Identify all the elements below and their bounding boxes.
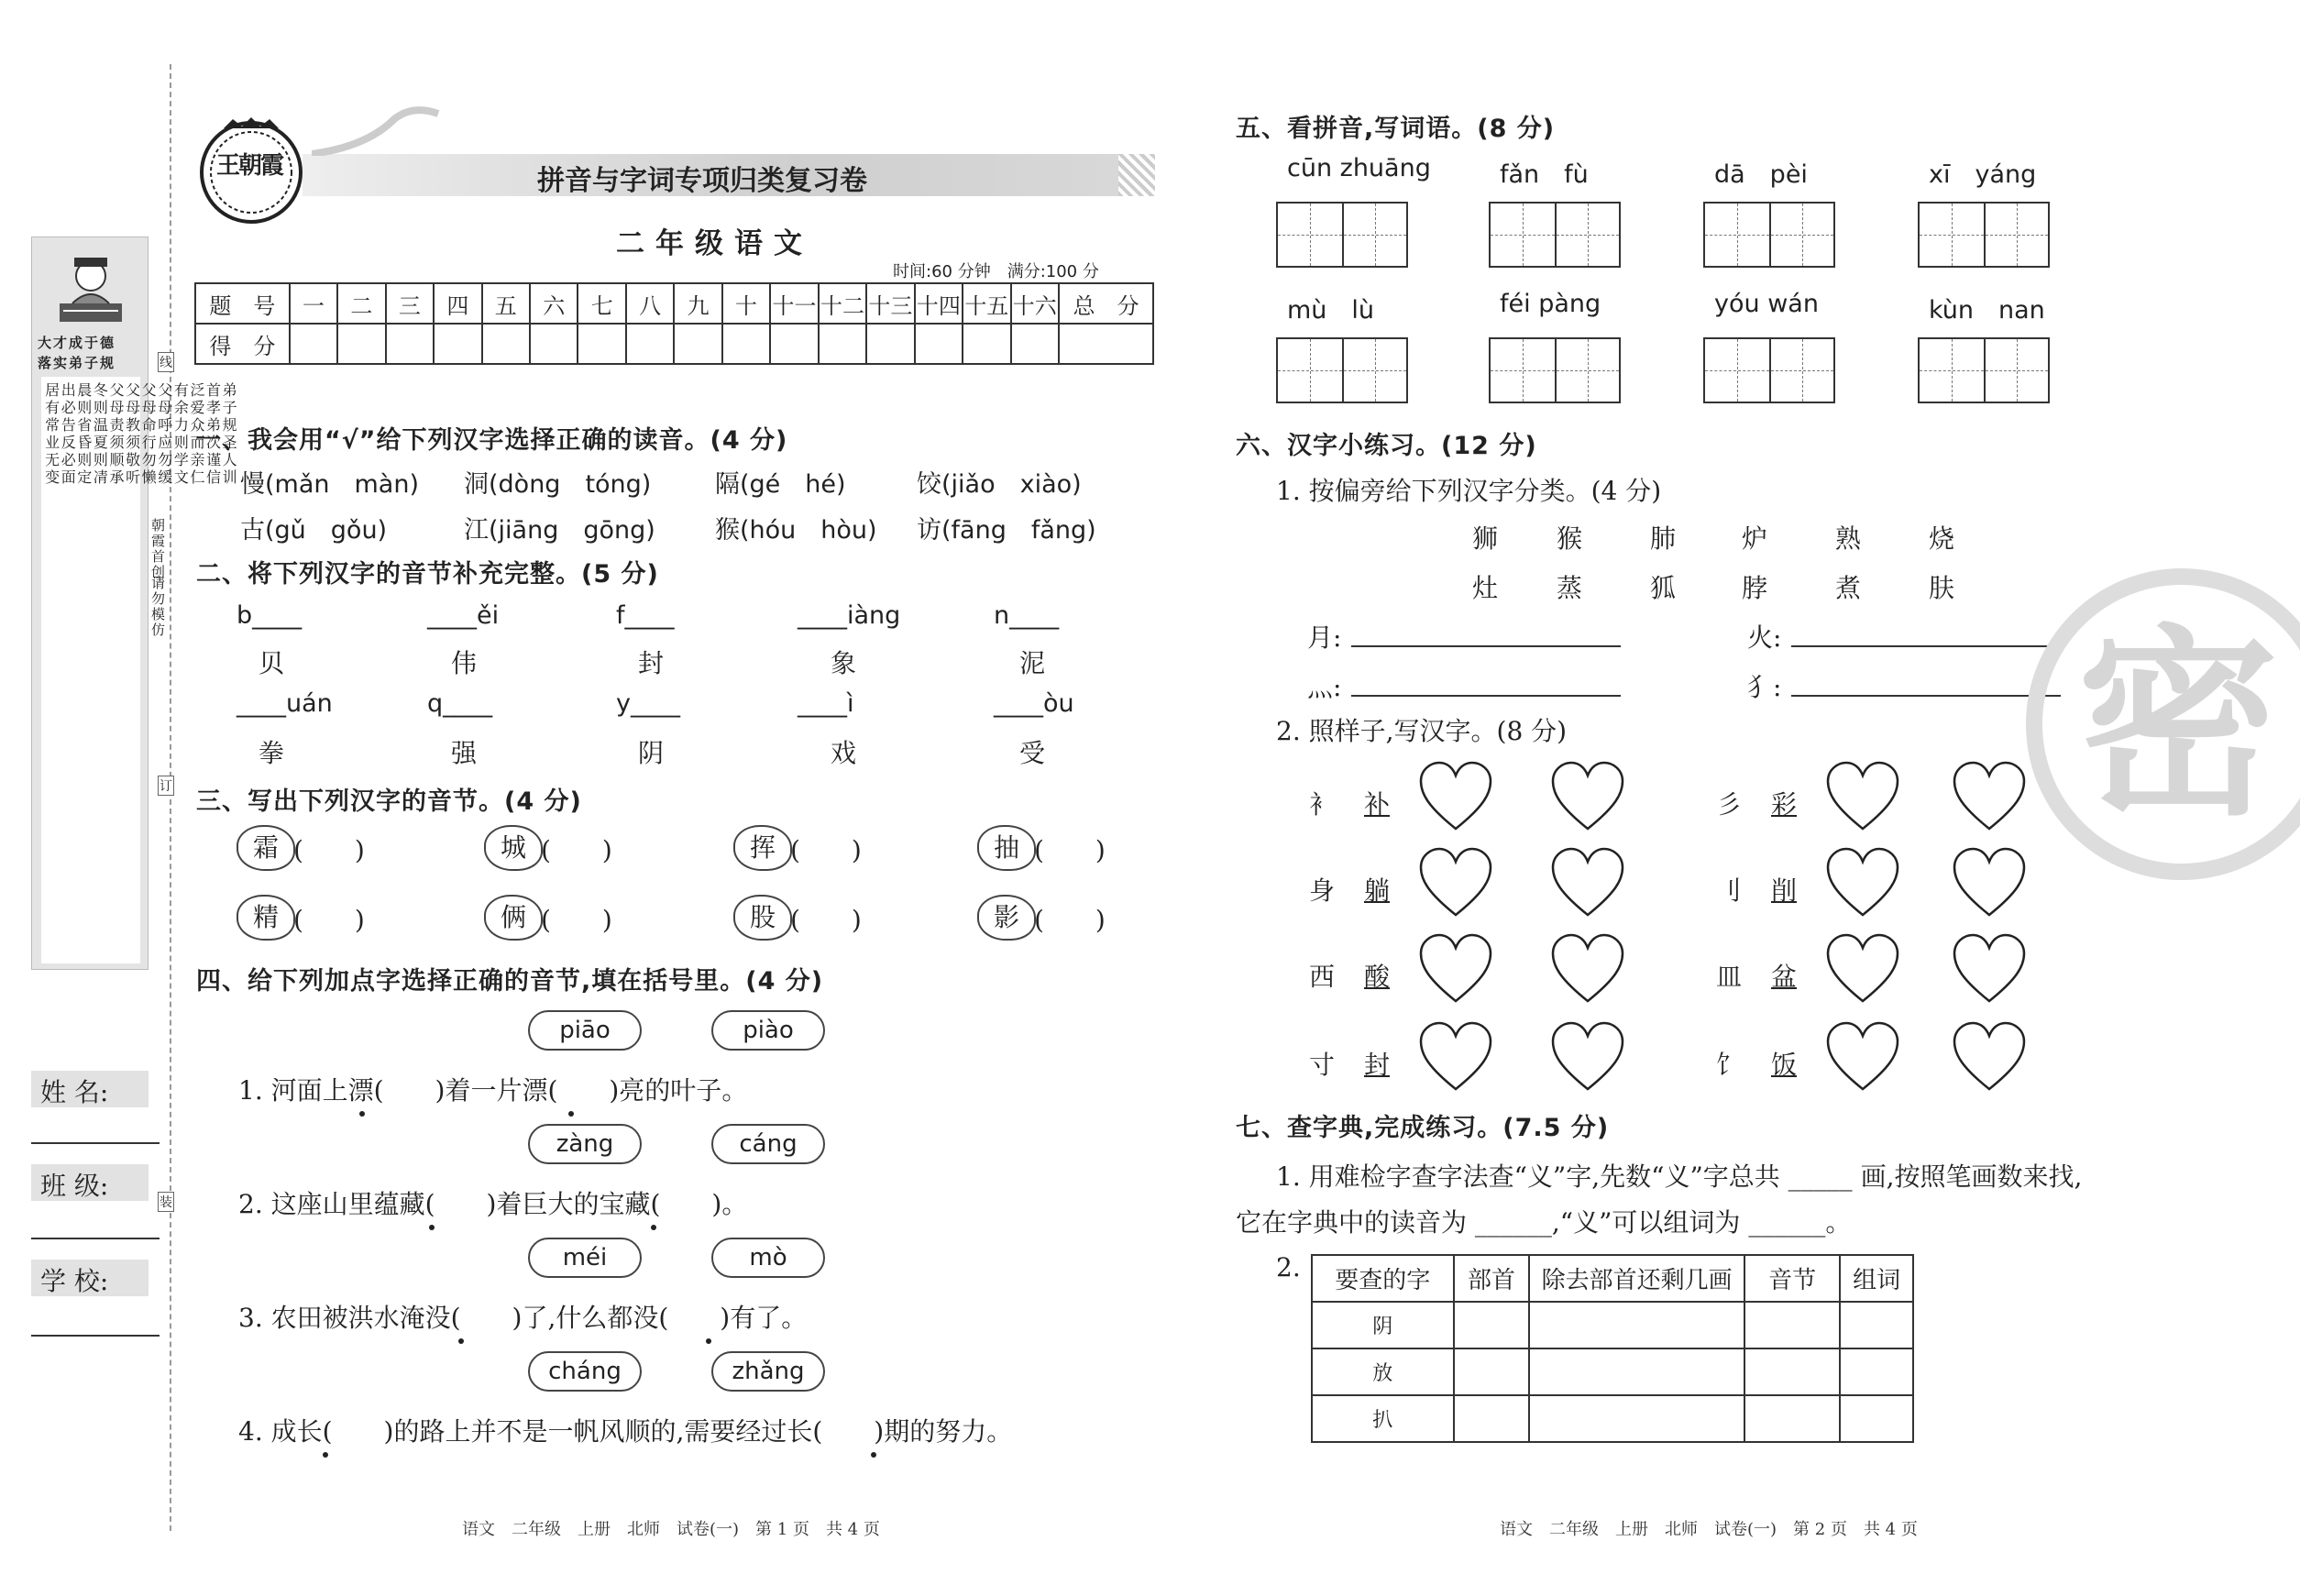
s6-char: 熟 bbox=[1835, 523, 1862, 554]
s6-radical: 衤 bbox=[1309, 789, 1336, 820]
s6-radical-answer-line[interactable] bbox=[1791, 645, 2061, 647]
score-header-cell: 十四 bbox=[915, 283, 963, 324]
heart-answer-box[interactable] bbox=[1419, 933, 1492, 1007]
class-field[interactable] bbox=[31, 1238, 160, 1239]
s4-sentence: 3. 农田被洪水淹没( )了,什么都没( )有了。 bbox=[238, 1303, 808, 1333]
s2-char: 贝 bbox=[259, 648, 285, 678]
section-1-heading: 一、我会用“√”给下列汉字选择正确的读音。(4 分) bbox=[196, 426, 788, 455]
s5-pinyin: xī yáng bbox=[1929, 160, 2037, 189]
s3-answer-paren[interactable]: ( ) bbox=[541, 835, 612, 865]
s6-radical-label: 犭: bbox=[1747, 672, 1782, 702]
s3-answer-paren[interactable]: ( ) bbox=[790, 905, 862, 935]
score-cell[interactable] bbox=[386, 324, 434, 364]
dictionary-answer-cell[interactable] bbox=[1744, 1348, 1841, 1395]
dictionary-answer-cell[interactable] bbox=[1840, 1395, 1913, 1442]
heart-answer-box[interactable] bbox=[1551, 847, 1624, 920]
s6-sub1: 1. 按偏旁给下列汉字分类。(4 分) bbox=[1276, 476, 1662, 506]
s3-answer-paren[interactable]: ( ) bbox=[293, 905, 365, 935]
s2-syllable-blank[interactable]: ____uán bbox=[237, 689, 333, 718]
score-cell[interactable] bbox=[530, 324, 578, 364]
s2-syllable-blank[interactable]: ____iàng bbox=[798, 601, 901, 630]
section-4-heading: 四、给下列加点字选择正确的音节,填在括号里。(4 分) bbox=[196, 967, 824, 996]
score-cell[interactable] bbox=[963, 324, 1010, 364]
heart-answer-box[interactable] bbox=[1419, 847, 1492, 920]
heart-answer-box[interactable] bbox=[1826, 761, 1899, 834]
s6-radical: 西 bbox=[1309, 962, 1336, 992]
sidebar-verse: 晨则省昏则定 bbox=[74, 382, 93, 487]
score-cell[interactable] bbox=[337, 324, 385, 364]
score-cell[interactable] bbox=[578, 324, 625, 364]
s6-radical: 寸 bbox=[1309, 1050, 1336, 1080]
s6-example-char: 饭 bbox=[1771, 1050, 1798, 1080]
heart-answer-box[interactable] bbox=[1826, 933, 1899, 1007]
s2-char: 封 bbox=[638, 648, 665, 678]
dictionary-row-char: 扒 bbox=[1312, 1395, 1454, 1442]
emphasis-dot bbox=[458, 1338, 464, 1344]
section-5-heading: 五、看拼音,写词语。(8 分) bbox=[1236, 115, 1556, 143]
s6-char: 肤 bbox=[1929, 573, 1955, 603]
s2-syllable-blank[interactable]: ____ěi bbox=[427, 601, 500, 630]
sidebar-verse: 父母命行勿懒 bbox=[139, 382, 158, 487]
heart-answer-box[interactable] bbox=[1826, 847, 1899, 920]
brand-logo-text: 王朝霞 bbox=[216, 152, 283, 180]
score-header-cell: 题 号 bbox=[195, 283, 290, 324]
s5-pinyin: fǎn fù bbox=[1500, 160, 1589, 189]
score-cell[interactable] bbox=[626, 324, 674, 364]
s5-pinyin: kùn nan bbox=[1929, 296, 2045, 325]
s3-char-cloud: 城 bbox=[484, 825, 543, 871]
s4-sentence: 4. 成长( )的路上并不是一帆风顺的,需要经过长( )期的努力。 bbox=[238, 1416, 1013, 1447]
score-header-cell: 一 bbox=[290, 283, 337, 324]
s1-item-5[interactable]: 古(gǔ gǒu) bbox=[240, 516, 388, 545]
score-header-cell: 四 bbox=[434, 283, 481, 324]
s2-char: 阴 bbox=[638, 738, 665, 768]
sidebar-slogan-1: 大才成于德 bbox=[38, 335, 116, 351]
score-header-cell: 八 bbox=[626, 283, 674, 324]
s2-char: 强 bbox=[451, 738, 478, 768]
s6-sub2: 2. 照样子,写汉字。(8 分) bbox=[1276, 716, 1568, 746]
section-7-heading: 七、查字典,完成练习。(7.5 分) bbox=[1236, 1114, 1610, 1142]
name-field[interactable] bbox=[31, 1142, 160, 1144]
s3-char-cloud: 股 bbox=[733, 895, 792, 941]
score-cell[interactable] bbox=[915, 324, 963, 364]
section-3-heading: 三、写出下列汉字的音节。(4 分) bbox=[196, 787, 582, 816]
s3-char-cloud: 俩 bbox=[484, 895, 543, 941]
s2-syllable-blank[interactable]: n____ bbox=[994, 601, 1060, 630]
s2-syllable-blank[interactable]: b____ bbox=[237, 601, 303, 630]
heart-answer-box[interactable] bbox=[1419, 1021, 1492, 1095]
sidebar-verse: 首孝弟次谨信 bbox=[204, 382, 222, 487]
dictionary-answer-cell[interactable] bbox=[1529, 1348, 1744, 1395]
s7-q1-line2: 它在字典中的读音为 ______,“义”可以组词为 ______。 bbox=[1236, 1207, 1852, 1238]
tian-grid[interactable] bbox=[1703, 337, 1835, 403]
s6-char: 煮 bbox=[1835, 573, 1862, 603]
s3-char-cloud: 影 bbox=[977, 895, 1036, 941]
dictionary-answer-cell[interactable] bbox=[1744, 1395, 1841, 1442]
fold-mark-line: 线 bbox=[158, 352, 174, 372]
s3-answer-paren[interactable]: ( ) bbox=[1034, 905, 1106, 935]
emphasis-dot bbox=[651, 1225, 656, 1230]
heart-answer-box[interactable] bbox=[1953, 847, 2026, 920]
s2-char: 戏 bbox=[831, 738, 857, 768]
score-cell[interactable] bbox=[722, 324, 770, 364]
fold-mark-zhuang: 装 bbox=[158, 1192, 174, 1212]
s4-pinyin-option[interactable]: piào bbox=[711, 1010, 825, 1051]
dictionary-table-header bbox=[1312, 1255, 1913, 1302]
s4-pinyin-option[interactable]: zàng bbox=[528, 1124, 642, 1164]
score-header-cell: 总 分 bbox=[1059, 283, 1153, 324]
s6-example-char: 封 bbox=[1364, 1050, 1391, 1080]
paper-subject: 二年级语文 bbox=[616, 227, 813, 260]
s6-radical-answer-line[interactable] bbox=[1791, 695, 2061, 697]
tian-grid[interactable] bbox=[1918, 337, 2050, 403]
s2-char: 泥 bbox=[1019, 648, 1046, 678]
s6-example-char: 躺 bbox=[1364, 875, 1391, 906]
s2-syllable-blank[interactable]: ____òu bbox=[994, 689, 1074, 718]
s6-example-char: 彩 bbox=[1771, 789, 1798, 820]
dictionary-answer-cell[interactable] bbox=[1529, 1302, 1744, 1348]
score-header-cell: 十六 bbox=[1011, 283, 1059, 324]
s6-char: 炉 bbox=[1742, 523, 1768, 554]
score-cell[interactable] bbox=[482, 324, 530, 364]
score-table-header-row bbox=[195, 283, 1153, 324]
emphasis-dot bbox=[429, 1225, 435, 1230]
score-header-cell: 六 bbox=[530, 283, 578, 324]
sidebar-verse: 居有常业无变 bbox=[42, 382, 61, 487]
dictionary-answer-cell[interactable] bbox=[1529, 1395, 1744, 1442]
s3-char-cloud: 抽 bbox=[977, 825, 1036, 871]
dictionary-header-cell: 音节 bbox=[1744, 1255, 1841, 1302]
tian-grid[interactable] bbox=[1703, 202, 1835, 268]
s4-sentence: 2. 这座山里蕴藏( )着巨大的宝藏( )。 bbox=[238, 1189, 748, 1219]
dictionary-row-char: 放 bbox=[1312, 1348, 1454, 1395]
s3-char-cloud: 挥 bbox=[733, 825, 792, 871]
emphasis-dot bbox=[359, 1111, 365, 1117]
s2-char: 象 bbox=[831, 648, 857, 678]
emphasis-dot bbox=[871, 1452, 876, 1458]
s6-radical-label: 月: bbox=[1307, 622, 1342, 653]
s2-char: 伟 bbox=[451, 648, 478, 678]
s1-item-8[interactable]: 访(fāng fǎng) bbox=[917, 516, 1096, 545]
dictionary-header-cell: 除去部首还剩几画 bbox=[1529, 1255, 1744, 1302]
s6-char: 蒸 bbox=[1557, 573, 1583, 603]
heart-answer-box[interactable] bbox=[1953, 1021, 2026, 1095]
s4-pinyin-option[interactable]: zhǎng bbox=[711, 1351, 825, 1392]
sidebar-verse: 父母责须顺承 bbox=[106, 382, 125, 487]
s6-radical: 饣 bbox=[1716, 1050, 1743, 1080]
score-cell[interactable] bbox=[1011, 324, 1059, 364]
s4-pinyin-option[interactable]: mò bbox=[711, 1238, 825, 1278]
dictionary-answer-cell[interactable] bbox=[1454, 1302, 1530, 1348]
s1-item-2[interactable]: 洞(dòng tóng) bbox=[464, 470, 652, 499]
s7-q2-label: 2. bbox=[1276, 1252, 1301, 1282]
sidebar-verse: 泛爱众而亲仁 bbox=[187, 382, 205, 487]
s2-syllable-blank[interactable]: ____ì bbox=[798, 689, 854, 718]
s6-radical: 刂 bbox=[1716, 875, 1743, 906]
s2-syllable-blank[interactable]: q____ bbox=[427, 689, 493, 718]
s6-radical: 彡 bbox=[1716, 789, 1743, 820]
s4-pinyin-option[interactable]: cháng bbox=[528, 1351, 642, 1392]
fold-mark-ding: 订 bbox=[158, 776, 174, 796]
s4-pinyin-option[interactable]: cáng bbox=[711, 1124, 825, 1164]
score-table bbox=[194, 282, 1154, 365]
sidebar-verse: 父母呼应勿缓 bbox=[155, 382, 173, 487]
time-info: 时间:60 分钟 满分:100 分 bbox=[893, 262, 1099, 281]
s3-answer-paren[interactable]: ( ) bbox=[293, 835, 365, 865]
tian-grid[interactable] bbox=[1489, 202, 1621, 268]
score-header-cell: 十三 bbox=[866, 283, 914, 324]
s5-pinyin: yóu wán bbox=[1714, 290, 1819, 318]
s1-item-4[interactable]: 饺(jiǎo xiào) bbox=[917, 470, 1082, 499]
s7-q1-line1: 1. 用难检字查字法查“义”字,先数“义”字总共 _____ 画,按照笔画数来找, bbox=[1276, 1161, 2083, 1192]
s5-pinyin: dā pèi bbox=[1714, 160, 1808, 189]
score-header-cell: 九 bbox=[674, 283, 721, 324]
section-2-heading: 二、将下列汉字的音节补充完整。(5 分) bbox=[196, 560, 659, 589]
s3-answer-paren[interactable]: ( ) bbox=[1034, 835, 1106, 865]
s6-radical: 身 bbox=[1309, 875, 1336, 906]
score-cell[interactable] bbox=[290, 324, 337, 364]
score-header-cell: 十二 bbox=[819, 283, 866, 324]
dictionary-row bbox=[1312, 1302, 1913, 1348]
s6-radical: 皿 bbox=[1716, 962, 1743, 992]
s5-pinyin: cūn zhuāng bbox=[1287, 154, 1431, 182]
s5-pinyin: mù lù bbox=[1287, 296, 1375, 325]
school-field[interactable] bbox=[31, 1335, 160, 1337]
score-header-cell: 十五 bbox=[963, 283, 1010, 324]
vertical-mark-1: 朝霞首创 bbox=[149, 518, 166, 580]
s6-char: 肺 bbox=[1650, 523, 1677, 554]
sidebar-verse: 父母教须敬听 bbox=[123, 382, 141, 487]
s3-char-cloud: 霜 bbox=[237, 825, 295, 871]
s3-answer-paren[interactable]: ( ) bbox=[790, 835, 862, 865]
s6-char: 脖 bbox=[1742, 573, 1768, 603]
s6-radical-label: 灬: bbox=[1307, 672, 1342, 702]
tian-grid[interactable] bbox=[1918, 202, 2050, 268]
s1-item-3[interactable]: 隔(gé hé) bbox=[715, 470, 846, 499]
s1-item-6[interactable]: 江(jiāng gōng) bbox=[464, 516, 655, 545]
s6-example-char: 补 bbox=[1364, 789, 1391, 820]
footer-right: 语文 二年级 上册 北师 试卷(一) 第 2 页 共 4 页 bbox=[1500, 1520, 1918, 1539]
tian-grid[interactable] bbox=[1276, 202, 1408, 268]
dictionary-answer-cell[interactable] bbox=[1840, 1302, 1913, 1348]
school-label: 学 校: bbox=[40, 1266, 109, 1296]
score-header-cell: 二 bbox=[337, 283, 385, 324]
dictionary-header-cell: 要查的字 bbox=[1312, 1255, 1454, 1302]
emphasis-dot bbox=[568, 1111, 574, 1117]
score-cell[interactable] bbox=[1059, 324, 1153, 364]
s6-radical-answer-line[interactable] bbox=[1351, 695, 1621, 697]
s2-char: 拳 bbox=[259, 738, 285, 768]
ribbon-swoosh bbox=[312, 101, 440, 156]
vertical-mark-2: 请勿模仿 bbox=[149, 576, 166, 638]
heart-answer-box[interactable] bbox=[1953, 761, 2026, 834]
s1-item-1[interactable]: 慢(mǎn màn) bbox=[240, 470, 419, 499]
score-cell[interactable] bbox=[866, 324, 914, 364]
s6-example-char: 削 bbox=[1771, 875, 1798, 906]
s4-sentence: 1. 河面上漂( )着一片漂( )亮的叶子。 bbox=[238, 1075, 748, 1106]
s3-char-cloud: 精 bbox=[237, 895, 295, 941]
score-cell[interactable] bbox=[674, 324, 721, 364]
heart-answer-box[interactable] bbox=[1826, 1021, 1899, 1095]
s6-char: 烧 bbox=[1929, 523, 1955, 554]
heart-answer-box[interactable] bbox=[1953, 933, 2026, 1007]
dictionary-row bbox=[1312, 1348, 1913, 1395]
s3-answer-paren[interactable]: ( ) bbox=[541, 905, 612, 935]
s6-example-char: 盆 bbox=[1771, 962, 1798, 992]
sidebar-verse: 弟子规圣人训 bbox=[220, 382, 238, 487]
heart-answer-box[interactable] bbox=[1551, 933, 1624, 1007]
section-6-heading: 六、汉字小练习。(12 分) bbox=[1236, 432, 1537, 460]
dictionary-answer-cell[interactable] bbox=[1744, 1302, 1841, 1348]
emphasis-dot bbox=[706, 1338, 711, 1344]
dictionary-answer-cell[interactable] bbox=[1840, 1348, 1913, 1395]
score-header-cell: 七 bbox=[578, 283, 625, 324]
dictionary-header-cell: 组词 bbox=[1840, 1255, 1913, 1302]
score-header-cell: 十 bbox=[722, 283, 770, 324]
s6-char: 狮 bbox=[1472, 523, 1499, 554]
dictionary-table bbox=[1311, 1254, 1914, 1443]
dictionary-answer-cell[interactable] bbox=[1454, 1348, 1530, 1395]
score-header-cell: 十一 bbox=[770, 283, 818, 324]
s1-item-7[interactable]: 猴(hóu hòu) bbox=[715, 516, 877, 545]
score-cell[interactable] bbox=[770, 324, 818, 364]
dictionary-row-char: 阴 bbox=[1312, 1302, 1454, 1348]
sidebar-verse: 出必告反必面 bbox=[59, 382, 77, 487]
tian-grid[interactable] bbox=[1489, 337, 1621, 403]
banner-dots bbox=[1118, 154, 1155, 196]
s2-syllable-blank[interactable]: y____ bbox=[616, 689, 680, 718]
s6-char: 狐 bbox=[1650, 573, 1677, 603]
score-row-label: 得 分 bbox=[195, 324, 290, 364]
s5-pinyin: féi pàng bbox=[1500, 290, 1601, 318]
score-table-score-row bbox=[195, 324, 1153, 364]
sidebar-verse: 冬则温夏则凊 bbox=[91, 382, 109, 487]
score-header-cell: 五 bbox=[482, 283, 530, 324]
s2-char: 受 bbox=[1019, 738, 1046, 768]
score-cell[interactable] bbox=[819, 324, 866, 364]
s6-example-char: 酸 bbox=[1364, 962, 1391, 992]
heart-answer-box[interactable] bbox=[1551, 761, 1624, 834]
class-label: 班 级: bbox=[40, 1171, 109, 1201]
s6-char: 灶 bbox=[1472, 573, 1499, 603]
emphasis-dot bbox=[323, 1452, 328, 1458]
s4-pinyin-option[interactable]: piāo bbox=[528, 1010, 642, 1051]
secret-stamp-char: 密 bbox=[2077, 605, 2280, 842]
paper-title: 拼音与字词专项归类复习卷 bbox=[537, 165, 867, 197]
s4-pinyin-option[interactable]: méi bbox=[528, 1238, 642, 1278]
heart-answer-box[interactable] bbox=[1419, 761, 1492, 834]
name-label: 姓 名: bbox=[40, 1077, 109, 1107]
dictionary-header-cell: 部首 bbox=[1454, 1255, 1530, 1302]
dictionary-answer-cell[interactable] bbox=[1454, 1395, 1530, 1442]
tian-grid[interactable] bbox=[1276, 337, 1408, 403]
score-header-cell: 三 bbox=[386, 283, 434, 324]
s6-radical-label: 火: bbox=[1747, 622, 1782, 653]
sidebar-verse: 有余力则学文 bbox=[171, 382, 190, 487]
scholar-figure-icon bbox=[50, 248, 131, 329]
heart-answer-box[interactable] bbox=[1551, 1021, 1624, 1095]
s2-syllable-blank[interactable]: f____ bbox=[616, 601, 675, 630]
s6-radical-answer-line[interactable] bbox=[1351, 645, 1621, 647]
sidebar-slogan-2: 落实弟子规 bbox=[38, 355, 116, 371]
dictionary-row bbox=[1312, 1395, 1913, 1442]
s6-char: 猴 bbox=[1557, 523, 1583, 554]
score-cell[interactable] bbox=[434, 324, 481, 364]
footer-left: 语文 二年级 上册 北师 试卷(一) 第 1 页 共 4 页 bbox=[462, 1520, 880, 1539]
